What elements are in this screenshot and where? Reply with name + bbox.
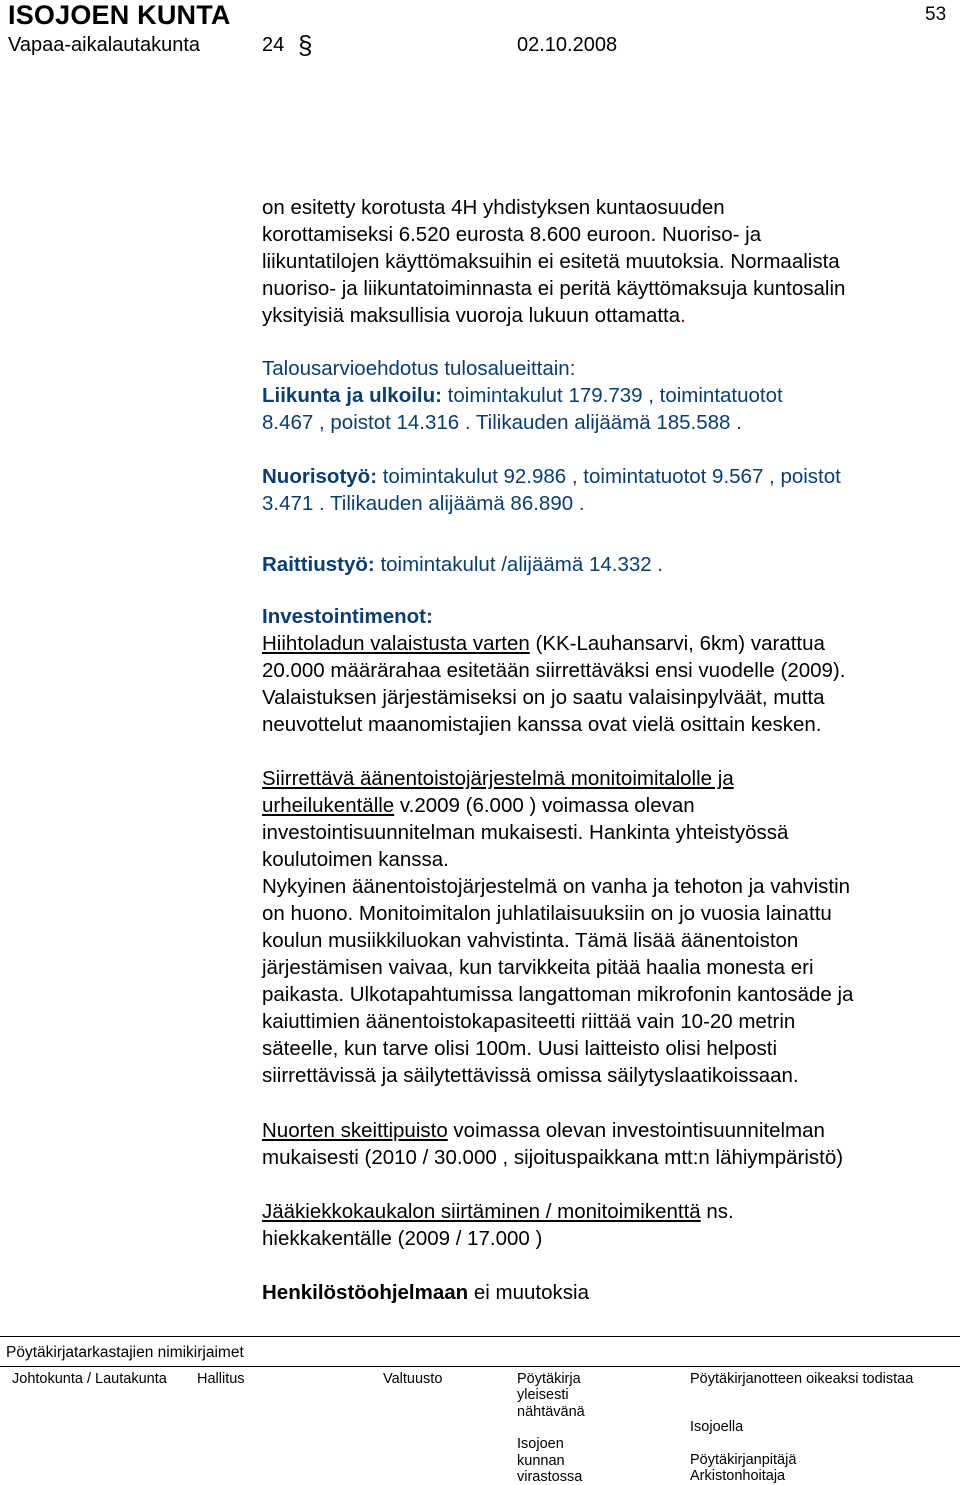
- liikunta-line: Liikunta ja ulkoilu: toimintakulut 179.739 , toimintatuotot: [262, 384, 783, 407]
- hiihto-paragraph: [262, 630, 952, 738]
- nuoriso-section: [262, 463, 952, 517]
- text-line: Valaistuksen järjestämiseksi on jo saatu valaisinpylväät, mutta: [262, 686, 825, 709]
- aani-paragraph: [262, 765, 952, 1089]
- nuoriso-line-2: 3.471 . Tilikauden alijäämä 86.890 .: [262, 492, 585, 515]
- intro-paragraph: [262, 194, 952, 329]
- section-symbol: §: [298, 30, 313, 60]
- hiihto-link: Hiihtoladun valaistusta varten: [262, 632, 530, 655]
- skeitti-line: Nuorten skeittipuisto voimassa olevan investointisuunnitelman: [262, 1119, 825, 1142]
- henkilosto-line: Henkilöstöohjelmaan ei muutoksia: [262, 1281, 589, 1304]
- text-line: järjestämisen vaivaa, kun tarvikkeita pitää haalia monesta eri: [262, 956, 814, 979]
- investment-heading: Investointimenot:: [262, 605, 433, 628]
- footer-col-ote: Pöytäkirjanotteen oikeaksi todistaa Isojoella Pöytäkirjanpitäjä Arkistonhoitaja: [690, 1371, 914, 1485]
- text-line: on huono. Monitoimitalon juhlatilaisuuksiin on jo vuosia lainattu: [262, 902, 832, 925]
- text-line: paikasta. Ulkotapahtumissa langattoman mikrofonin kantosäde ja: [262, 983, 854, 1006]
- aani-line-2: urheilukentälle v.2009 (6.000 ) voimassa olevan: [262, 794, 695, 817]
- aani-line: [262, 765, 952, 792]
- text-line: säteelle, kun tarve olisi 100m. Uusi laitteisto olisi helposti: [262, 1037, 778, 1060]
- hiihto-line: Hiihtoladun valaistusta varten (KK-Lauhansarvi, 6km) varattua: [262, 632, 825, 655]
- raittius-line: Raittiustyö: toimintakulut /alijäämä 14.332 .: [262, 553, 664, 576]
- footer-divider: [0, 1366, 960, 1367]
- text-line: koulun musiikkiluokan vahvistinta. Tämä lisää äänentoiston: [262, 929, 799, 952]
- raittius-section: [262, 551, 952, 578]
- page-number: 53: [925, 4, 947, 25]
- footer-divider: [0, 1336, 960, 1337]
- municipality-name: ISOJOEN KUNTA: [8, 0, 231, 30]
- liikunta-line-2: 8.467 , poistot 14.316 . Tilikauden alijäämä 185.588 .: [262, 411, 742, 434]
- footer-col-poytakirja: Pöytäkirja yleisesti nähtävänä Isojoen kunnan virastossa: [517, 1371, 585, 1485]
- text-line: nuoriso- ja liikuntatoiminnasta ei peritä käyttömaksuja kuntosalin: [262, 277, 846, 300]
- nuoriso-label: Nuorisotyö:: [262, 465, 378, 488]
- footer-col-valtuusto: Valtuusto: [383, 1371, 443, 1387]
- budget-section: [262, 355, 952, 436]
- skeitti-paragraph: [262, 1117, 952, 1171]
- aani-link-2: urheilukentälle: [262, 794, 395, 817]
- text-line: investointisuunnitelman mukaisesti. Hankinta yhteistyössä: [262, 821, 789, 844]
- text-line: liikuntatilojen käyttömaksuihin ei esitetä muutoksia. Normaalista: [262, 250, 840, 273]
- text-line: kaiuttimien äänentoistokapasiteetti riittää vain 10-20 metrin: [262, 1010, 796, 1033]
- committee-name: Vapaa-aikalautakunta: [8, 34, 200, 56]
- meeting-number: 24: [262, 34, 285, 56]
- jaakiekko-line: Jääkiekkokaukalon siirtäminen / monitoimikenttä ns.: [262, 1200, 734, 1223]
- meeting-date: 02.10.2008: [517, 34, 618, 56]
- text-line: mukaisesti (2010 / 30.000 , sijoituspaikkana mtt:n lähiympäristö): [262, 1146, 844, 1169]
- text-line: Nykyinen äänentoistojärjestelmä on vanha ja tehoton ja vahvistin: [262, 875, 851, 898]
- raittius-label: Raittiustyö:: [262, 553, 375, 576]
- footer-col-hallitus: Hallitus: [197, 1371, 245, 1387]
- text-line: on esitetty korotusta 4H yhdistyksen kuntaosuuden: [262, 196, 725, 219]
- text-line: 20.000 määrärahaa esitetään siirrettäväksi ensi vuodelle (2009).: [262, 659, 846, 682]
- text-line: hiekkakentälle (2009 / 17.000 ): [262, 1227, 543, 1250]
- text-line: yksityisiä maksullisia vuoroja lukuun ottamatta.: [262, 304, 686, 327]
- liikunta-label: Liikunta ja ulkoilu:: [262, 384, 442, 407]
- budget-heading: Talousarvioehdotus tulosalueittain:: [262, 357, 576, 380]
- text-line: siirrettävissä ja säilytettävissä omissa säilytyslaatikoissaan.: [262, 1064, 799, 1087]
- text-line: korottamiseksi 6.520 eurosta 8.600 euroon. Nuoriso- ja: [262, 223, 762, 246]
- text-line: neuvottelut maanomistajien kanssa ovat vielä osittain kesken.: [262, 713, 822, 736]
- jaakiekko-paragraph: [262, 1198, 952, 1252]
- investment-heading-section: [262, 603, 952, 630]
- aani-link: Siirrettävä äänentoistojärjestelmä monitoimitalolle ja: [262, 767, 734, 790]
- henkilosto-label: Henkilöstöohjelmaan: [262, 1281, 469, 1304]
- footer-col-board: Johtokunta / Lautakunta: [12, 1371, 167, 1387]
- henkilosto-paragraph: [262, 1279, 952, 1306]
- jaakiekko-link: Jääkiekkokaukalon siirtäminen / monitoimikenttä: [262, 1200, 701, 1223]
- text-line: koulutoimen kanssa.: [262, 848, 449, 871]
- initials-label: Pöytäkirjatarkastajien nimikirjaimet: [6, 1344, 244, 1361]
- skeitti-link: Nuorten skeittipuisto: [262, 1119, 448, 1142]
- nuoriso-line: Nuorisotyö: toimintakulut 92.986 , toimintatuotot 9.567 , poistot: [262, 465, 841, 488]
